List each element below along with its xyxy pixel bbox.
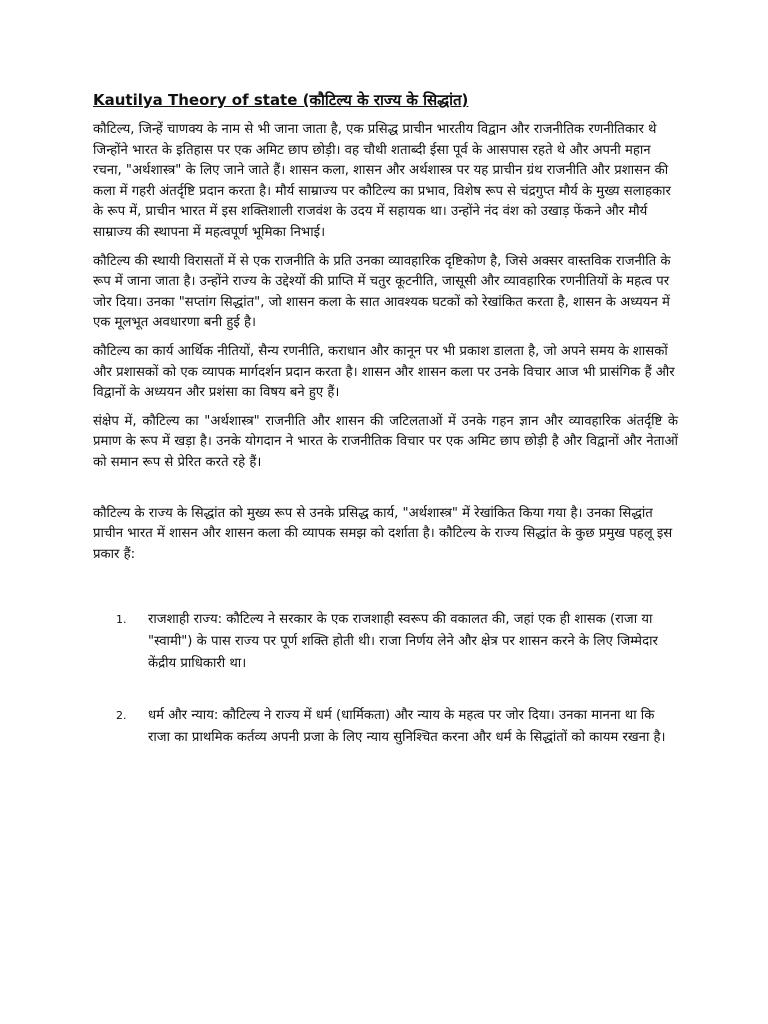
paragraph-spacer <box>93 482 678 504</box>
document-title: Kautilya Theory of state (कौटिल्य के राज्य के सिद्धांत) <box>93 91 469 109</box>
paragraph-economic-policies: कौटिल्य का कार्य आर्थिक नीतियों, सैन्य रणनीति, कराधान और कानून पर भी प्रकाश डालता है, जो अपने समय के शासकों और प्रशासकों को एक व्यापक मार्गदर्शन प्रदान करता है। शासन और शासन कला पर उनके विचार आज भी प्रासंगिक हैं और विद्वानों के अध्ययन और प्रशंसा का विषय बने हुए हैं। <box>93 343 675 401</box>
list-item-spacer <box>93 675 678 705</box>
theory-list <box>93 609 678 749</box>
list-item-text: राजशाही राज्य: कौटिल्य ने सरकार के एक राजशाही स्वरूप की वकालत की, जहां एक ही शासक (राजा या "स्वामी") के पास राज्य पर पूर्ण शक्ति होती थी। राजा निर्णय लेने और क्षेत्र पर शासन करने के लिए जिम्मेदार केंद्रीय प्राधिकारी था। <box>148 612 658 672</box>
paragraph-realpolitik: कौटिल्य की स्थायी विरासतों में से एक राजनीति के प्रति उनका व्यावहारिक दृष्टिकोण है, जिसे अक्सर वास्तविक राजनीति के रूप में जाना जाता है। उन्होंने राज्य के उद्देश्यों की प्राप्ति में चतुर कूटनीति, जासूसी और व्यावहारिक रणनीतियों के महत्व पर जोर दिया। उनका "सप्तांग सिद्धांत", जो शासन कला के सात आवश्यक घटकों को रेखांकित करता है, शासन के अध्ययन में एक मूलभूत अवधारणा बनी हुई है। <box>93 253 671 331</box>
document-page <box>93 88 678 749</box>
paragraph-intro: कौटिल्य, जिन्हें चाणक्य के नाम से भी जाना जाता है, एक प्रसिद्ध प्राचीन भारतीय विद्वान और राजनीतिक रणनीतिकार थे जिन्होंने भारत के इतिहास पर एक अमिट छाप छोड़ी। वह चौथी शताब्दी ईसा पूर्व के आसपास रहते थे और अपनी महान रचना, "अर्थशास्त्र" के लिए जाने जाते हैं। शासन कला, शासन और अर्थशास्त्र पर यह प्राचीन ग्रंथ राजनीति और प्रशासन की कला में गहरी अंतर्दृष्टि प्रदान करता है। मौर्य साम्राज्य पर कौटिल्य का प्रभाव, विशेष रूप से चंद्रगुप्त मौर्य के मुख्य सलाहकार के रूप में, प्राचीन भारत में इस शक्तिशाली राजवंश के उदय में सहायक था। उन्होंने नंद वंश को उखाड़ फेंकने और मौर्य साम्राज्य की स्थापना में महत्वपूर्ण भूमिका निभाई। <box>93 122 671 240</box>
list-item <box>93 705 678 749</box>
list-item-number: 1. <box>116 613 127 627</box>
list-item <box>93 609 678 675</box>
list-item-number: 2. <box>116 709 127 723</box>
list-item-text: धर्म और न्याय: कौटिल्य ने राज्य में धर्म (धार्मिकता) और न्याय के महत्व पर जोर दिया। उनका मानना था कि राजा का प्राथमिक कर्तव्य अपनी प्रजा के लिए न्याय सुनिश्चित करना और धर्म के सिद्धांतों को कायम रखना है। <box>148 708 666 746</box>
paragraph-theory-intro: कौटिल्य के राज्य के सिद्धांत को मुख्य रूप से उनके प्रसिद्ध कार्य, "अर्थशास्त्र" में रेखांकित किया गया है। उनका सिद्धांत प्राचीन भारत में शासन और शासन कला की व्यापक समझ को दर्शाता है। कौटिल्य के राज्य सिद्धांत के कुछ प्रमुख पहलू इस प्रकार हैं: <box>93 505 673 562</box>
list-spacer <box>93 573 678 609</box>
paragraph-summary: संक्षेप में, कौटिल्य का "अर्थशास्त्र" राजनीति और शासन की जटिलताओं में उनके गहन ज्ञान और व्यावहारिक अंतर्दृष्टि के प्रमाण के रूप में खड़ा है। उनके योगदान ने भारत के राजनीतिक विचार पर एक अमिट छाप छोड़ी है और विद्वानों और नेताओं को समान रूप से प्रेरित करते रहे हैं। <box>93 413 678 470</box>
